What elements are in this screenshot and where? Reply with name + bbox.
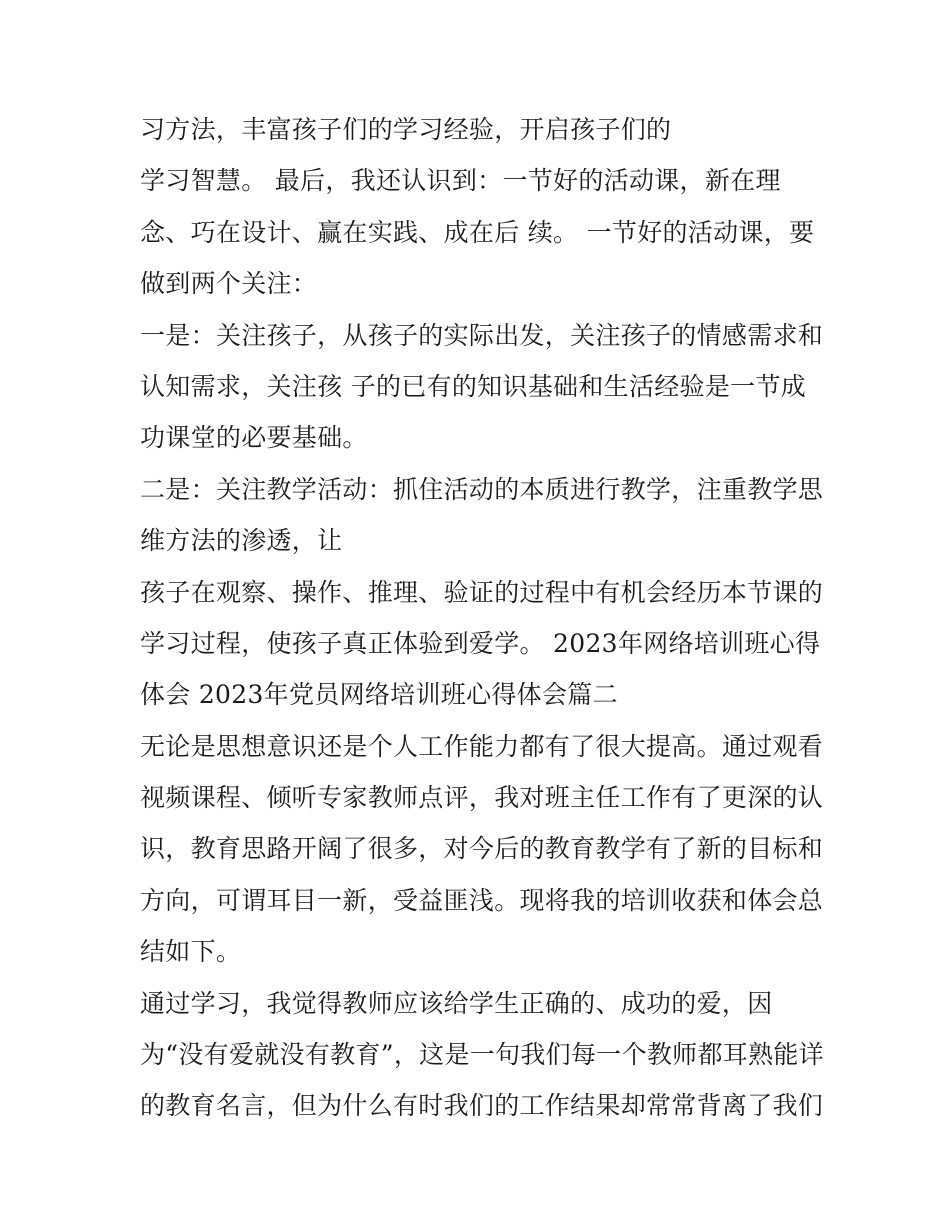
text-line: 视频课程、倾听专家教师点评，我对班主任工作有了更深的认 <box>140 783 824 813</box>
text-line: 无论是思想意识还是个人工作能力都有了很大提高。通过观看 <box>140 731 824 761</box>
text-line: 学习智慧。 最后，我还认识到：一节好的活动课，新在理 <box>140 166 781 196</box>
body-text <box>140 104 824 1132</box>
text-line: 做到两个关注： <box>140 269 318 299</box>
text-line: 维方法的渗透，让 <box>140 526 343 556</box>
text-line: 孩子在观察、操作、推理、验证的过程中有机会经历本节课的 <box>140 577 824 607</box>
text-line: 念、巧在设计、赢在实践、成在后 续。 一节好的活动课，要 <box>140 217 815 247</box>
text-line: 通过学习，我觉得教师应该给学生正确的、成功的爱，因 <box>140 988 773 1018</box>
text-line: 为“没有爱就没有教育”，这是一句我们每一个教师都耳熟能详 <box>140 1040 824 1070</box>
text-line: 的教育名言，但为什么有时我们的工作结果却常常背离了我们 <box>140 1091 824 1121</box>
text-line: 体会 2023年党员网络培训班心得体会篇二 <box>140 680 618 710</box>
text-line: 结如下。 <box>140 937 242 967</box>
text-line: 识，教育思路开阔了很多，对今后的教育教学有了新的目标和 <box>140 834 824 864</box>
text-line: 一是：关注孩子，从孩子的实际出发，关注孩子的情感需求和 <box>140 320 824 350</box>
text-line: 功课堂的必要基础。 <box>140 423 368 453</box>
text-line: 方向，可谓耳目一新，受益匪浅。现将我的培训收获和体会总 <box>140 885 824 915</box>
text-line: 认知需求，关注孩 子的已有的知识基础和生活经验是一节成 <box>140 371 807 401</box>
text-line: 学习过程，使孩子真正体验到爱学。 2023年网络培训班心得 <box>140 628 821 658</box>
text-line: 二是：关注教学活动：抓住活动的本质进行教学，注重教学思 <box>140 474 824 504</box>
text-line: 习方法，丰富孩子们的学习经验，开启孩子们的 <box>140 115 672 144</box>
